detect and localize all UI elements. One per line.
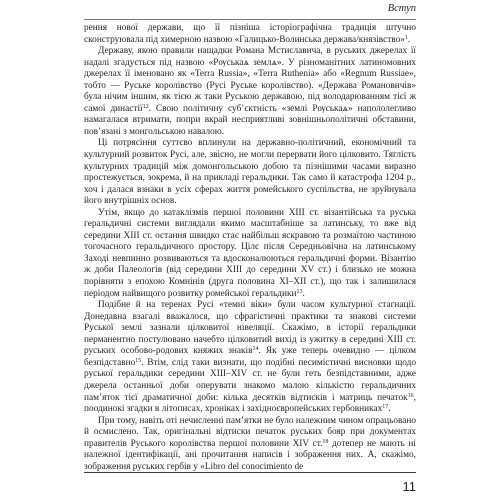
paragraph — [84, 300, 416, 415]
paragraph — [84, 23, 416, 46]
footnote-ref: 13 — [296, 288, 303, 295]
paragraph-text: . Втім, слід таки визнати, що подібні песимістичні висновки щодо руської геральдики середини XIII–XIV ст. не були геть безпідставними, адже джерела останньої доби оперувати знакомо малою кількістю геральдичних пам’яток тієї драматичної доби: кілька десятків відтисків і матриць печаток — [84, 357, 416, 403]
footnote-ref: 12 — [142, 103, 149, 110]
paragraph — [84, 138, 416, 207]
paragraph-text: . — [388, 404, 391, 415]
paragraph-text: . Як уже теперь очевидно — цілком безпідставно — [84, 346, 416, 368]
body-text — [84, 23, 416, 473]
footnote-ref: 17 — [382, 404, 389, 411]
paragraph — [84, 46, 416, 138]
footnote-ref: 1 — [404, 34, 408, 41]
paragraph-text: рення нової держави, що її пізніша історіографічна традиція штучно сконструювала під химерною назвою «Галицько-Волинська держава/князівство» — [84, 23, 416, 45]
running-header-title: Вступ — [387, 3, 416, 14]
paragraph — [84, 416, 416, 474]
footnote-ref: 14 — [252, 346, 259, 353]
paragraph-text: . — [302, 288, 305, 299]
footnote-ref: 16 — [407, 392, 414, 399]
footnote-ref: 15 — [135, 357, 142, 364]
paragraph-text: дотепер не мають ні належної ідентифікації, ані прочитання написів і зображення них. А, скажімо, зображення руських гербів у «Libro del conocimiento de — [84, 438, 416, 472]
paragraph-text: , поодинокі згадки в літописах, хроніках і західноєвропейських гербовниках — [84, 392, 416, 415]
footnote-ref: 18 — [322, 438, 329, 445]
page-footer — [84, 472, 416, 501]
page-number: 11 — [402, 479, 416, 494]
paragraph-text: Подібне й на теренах Русі «темні віки» були часом культурної стагнації. Донедавна взагалі вважалося, що сфрагістичні практики та знакові системи Руської землі зазнали цілковитої нівеляції. Скажімо, в історії геральдики перманентно постулювано начебто цілковитий вихід із ужитку в середині XIII ст. руських особово-родових княжих знаків — [84, 300, 416, 357]
paragraph-text: . Свою політичну суб’єктність «землі Рѹськаѧ» напололегливо намагалася втримати, попри вкрай несприятливі зовнішньополітичні обставини, пов’язані з монгольською навалою. — [84, 103, 416, 137]
paragraph-text: Утім, якщо до катаклізмів першої половини XIII ст. візантійська та руська геральдичні системи виглядали якимо масштабніше за латинську, то вже від середини XIII ст. остання швидко стає найбільш яскравою та розмаїтою частиною тогочасного геральдичного простору. Цілє після Середньовічна на латинському Заході невпинно розвиваються та вдосконалюються геральдичні форми. Візантію ж доби Палеологів (від середини XIII до середини XV ст.) і близько не можна порівняти з епохою Комнінів (друга половина XI–XII ст.), що так і залишилася періодом найвищого розвитку ромейської геральдики — [84, 207, 416, 299]
running-header — [84, 2, 416, 20]
paragraph-text: Ці потрясіння суттєво вплинули на державно-політичний, економічний та культурний розвиток Русі, але, звісно, не могли перервати його цілковито. Тяглість культурних традицій між домонгольською добою та пізнішими часами виразно простежується, зокрема, й на прикладі геральдики. Так само й катастрофа 1204 р., хоч і далася взнаки в усіх сферах життя ромейського суспільства, не зруйнувала його внутрішніх основ. — [84, 138, 416, 207]
paragraph — [84, 208, 416, 300]
paragraph-text: . — [407, 34, 411, 45]
paragraph-text: Державу, якою правили нащадки Романа Мстиславича, в руських джерелах її надалі згадується під назвою «Рѹськаѧ землѧ». У різноманітних латиномовних джерелах її іменовано як «Terra Russia», «Terra Ruthenia» або «Regnum Russiae», тобто — Руське королівство (Русі Руське королівство). «Держава Романовичів» була нічим іншим, як тією ж таки Руською державою, під володарюванням тієї ж самої династії — [84, 46, 416, 114]
paragraph-text: При тому, навіть оті нечисленні пам’ятки не було належним чином опрацьовано й осмислено. Так, оригінальні відтиски печаток руських бояр при документах правителів Руського королівства першої половини XIV ст. — [84, 415, 416, 449]
